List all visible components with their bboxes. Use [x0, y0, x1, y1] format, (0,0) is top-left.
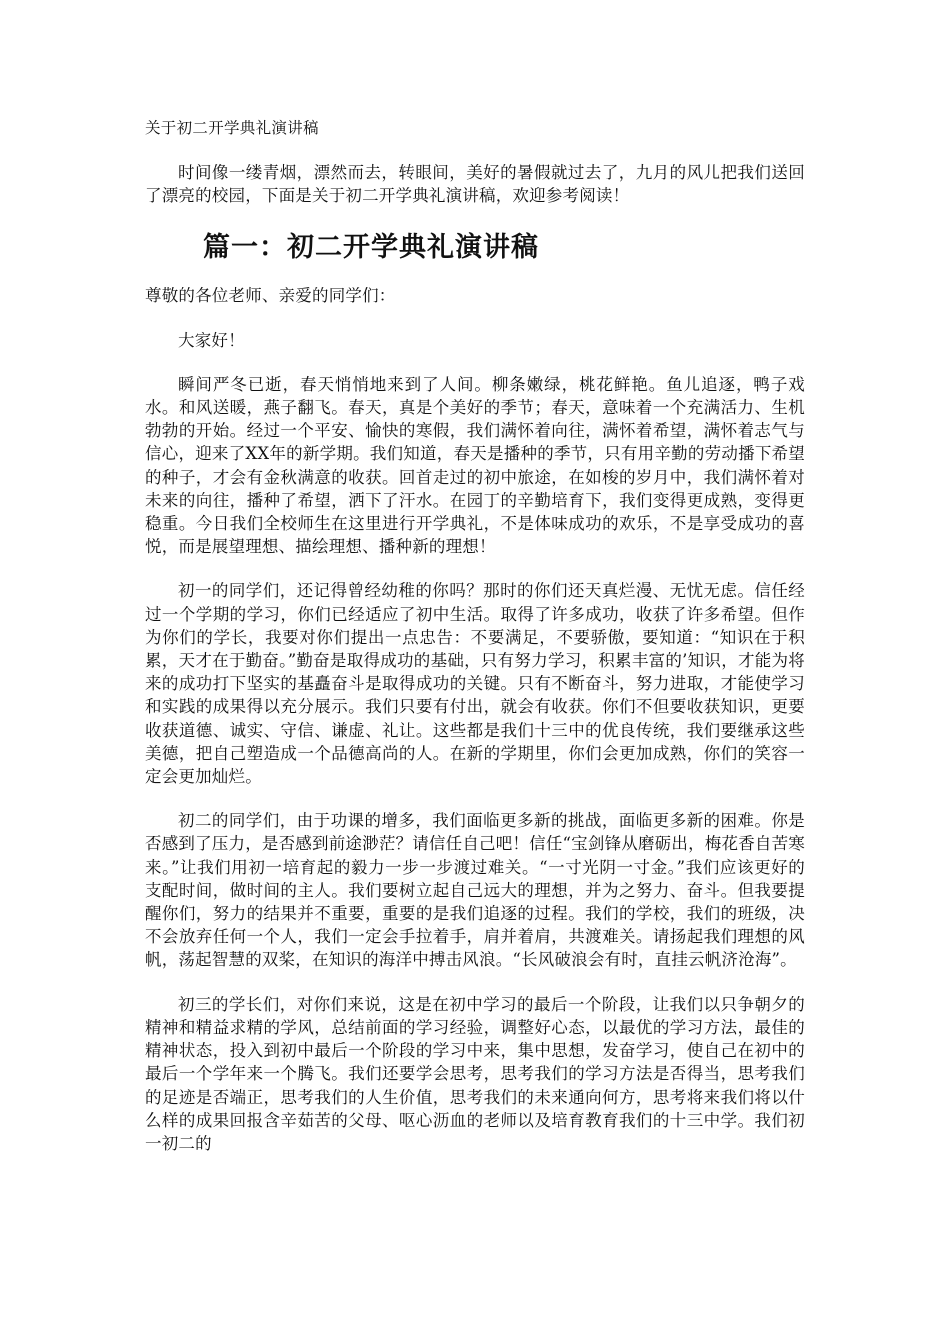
section-heading: 篇一：初二开学典礼演讲稿 — [203, 232, 539, 264]
document-page — [145, 117, 805, 1176]
body-paragraph: 初三的学长们，对你们来说，这是在初中学习的最后一个阶段，让我们以只争朝夕的精神和精益求精的学风，总结前面的学习经验，调整好心态，以最优的学习方法，最佳的精神状态，投入到初中最后一个阶段的学习中来，集中思想，发奋学习，使自己在初中的最后一个学年来一个腾飞。我们还要学会思考，思考我们的学习方法是否得当，思考我们的足迹是否端正，思考我们的人生价值，思考我们的未来通向何方，思考将来我们将以什么样的成果回报含辛茹苦的父母、呕心沥血的老师以及培育教育我们的十三中学。我们初一初二的 — [145, 994, 805, 1153]
intro-paragraph: 时间像一缕青烟，漂然而去，转眼间，美好的暑假就过去了，九月的风儿把我们送回了漂亮的校园，下面是关于初二开学典礼演讲稿，欢迎参考阅读！ — [145, 163, 805, 206]
body-paragraph: 瞬间严冬已逝，春天悄悄地来到了人间。柳条嫩绿，桃花鲜艳。鱼儿追逐，鸭子戏水。和风送暖，燕子翻飞。春天，真是个美好的季节；春天，意味着一个充满活力、生机勃勃的开始。经过一个平安、愉快的寒假，我们满怀着向往，满怀着希望，满怀着志气与信心，迎来了XX年的新学期。我们知道，春天是播种的季节，只有用辛勤的劳动播下希望的种子，才会有金秋满意的收获。回首走过的初中旅途，在如梭的岁月中，我们满怀着对未来的向往，播种了希望，洒下了汗水。在园丁的辛勤培育下，我们变得更成熟，变得更稳重。今日我们全校师生在这里进行开学典礼，不是体味成功的欢乐，不是享受成功的喜悦，而是展望理想、描绘理想、播种新的理想！ — [145, 374, 805, 557]
body-paragraph: 初二的同学们，由于功课的增多，我们面临更多新的挑战，面临更多新的困难。你是否感到了压力，是否感到前途渺茫？请信任自己吧！信任“宝剑锋从磨砺出，梅花香自苦寒来。”让我们用初一培育起的毅力一步一步渡过难关。“一寸光阴一寸金。”我们应该更好的支配时间，做时间的主人。我们要树立起自己远大的理想，并为之努力、奋斗。但我要提醒你们，努力的结果并不重要，重要的是我们追逐的过程。我们的学校，我们的班级，决不会放弃任何一个人，我们一定会手拉着手，肩并着肩，共渡难关。请扬起我们理想的风帆，荡起智慧的双桨，在知识的海洋中搏击风浪。“长风破浪会有时，直挂云帆济沧海”。 — [145, 811, 805, 970]
greeting: 大家好！ — [178, 330, 245, 350]
body-paragraph: 初一的同学们，还记得曾经幼稚的你吗？那时的你们还天真烂漫、无忧无虑。信任经过一个学期的学习，你们已经适应了初中生活。取得了许多成功，收获了许多希望。但作为你们的学长，我要对你们提出一点忠告：不要满足，不要骄傲，要知道：“知识在于积累，天才在于勤奋。”勤奋是取得成功的基础，只有努力学习，积累丰富的’知识，才能为将来的成功打下坚实的基矗奋斗是取得成功的关键。只有不断奋斗，努力进取，才能使学习和实践的成果得以充分展示。我们只要有付出，就会有收获。你们不但要收获知识，更要收获道德、诚实、守信、谦虚、礼让。这些都是我们十三中的优良传统，我们要继承这些美德，把自己塑造成一个品德高尚的人。在新的学期里，你们会更加成熟，你们的笑容一定会更加灿烂。 — [145, 581, 805, 787]
document-title: 关于初二开学典礼演讲稿 — [145, 119, 319, 137]
salutation: 尊敬的各位老师、亲爱的同学们： — [145, 286, 396, 306]
